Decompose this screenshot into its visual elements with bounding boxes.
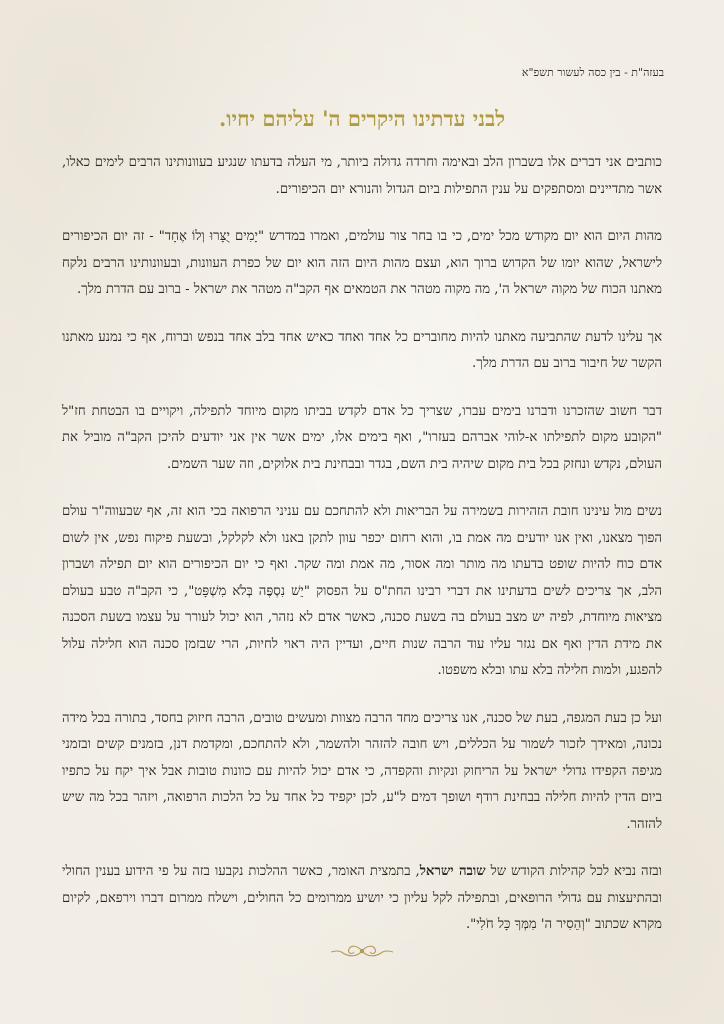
paragraph-5: נשים מול עינינו חובת הזהירות בשמירה על הבריאות ולא להתחכם עם עניני הרפואה בכי הוא זה, אף שבעווה"ר עולם הפוך מצאנו, ואין אנו יודעים מה אמת בו, והוא רחום יכפר עוון לתקן באנו ולא לקלקל, ובשעת פיקוח נפש, אין לשום אדם כוח להיות שופט בדעתו מה מותר ומה אסור, מה אמת ומה שקר. ואף כי יום הכיפורים הוא יום תפילה ושברון הלב, אך צריכים לשים בדעתינו את דברי רבינו החת"ס על הפסוק "יֵשׁ נִסְפֶּה בְּלֹא מִשְׁפָּט", כי הקב"ה טבע בעולם מציאות מיוחדת, לפיה יש מצב בעולם בה בשעת סכנה, כאשר אדם לא נזהר, הוא יכול לעורר על עצמו בשעת הסכנה את מידת הדין ואף אם נגזר עליו עוד הרבה שנות חיים, ועדיין היה ראוי לחיות, הרי שבזמן סכנה הוא חלילה עלול להפגע, ולמות חלילה בלא עתו ובלא משפטו. — [62, 504, 662, 678]
header-dateline: בעזה"ת - בין כסה לעשור תשפ"א — [521, 66, 664, 79]
paragraph-2: מהות היום הוא יום מקודש מכל ימים, כי בו בחר צור עולמים, ואמרו במדרש "יָמִים יֻצָּרוּ וְלוֹ אֶחָד" - זה יום הכיפורים לישראל, שהוא יומו של הקדוש ברוך הוא, ועצם מהות היום הזה הוא יום של כפרת העוונות, ובעוונותינו הרבים נלקח מאתנו הכוח של מקוה ישראל ה', מה מקוה מטהר את הטמאים אף הקב"ה מטהר את ישראל - ברוב עם הדרת מלך. — [62, 229, 662, 297]
letter-title: לבני עדתינו היקרים ה' עליהם יחיו. — [218, 106, 506, 131]
paragraph-3: אך עלינו לדעת שהתביעה מאתנו להיות מחוברים כל אחד ואחד כאיש אחד בלב אחד בנפש וברוח, אף כי נמנע מאתנו הקשר של חיבור ברוב עם הדרת מלך. — [62, 329, 662, 371]
paragraph-6: ועל כן בעת המגפה, בעת של סכנה, אנו צריכים מחד הרבה מצוות ומעשים טובים, הרבה חיזוק בחסד, בתורה בכל מידה נכונה, ומאידך לזכור לשמור על הכללים, ויש חובה להזהר ולהשמר, ולא להתחכם, ומקדמת דנן, בזמנים קשים ובזמני מגיפה הקפידו גדולי ישראל על הריחוק ונקיות והקפדה, כי אדם יכול להיות עם כוונות טובות אבל איך יקח על כתפיו ביום הדין להיות חלילה בבחינת רודף ושופך דמים ל"ע, לכן יקפיד כל אחד על כל הלכות הרפואה, ויזהר בכל מה שיש להזהר. — [62, 710, 662, 832]
paragraph-7-end: , בתמצית האומר, כאשר ההלכות נקבעו בזה על פי הידוע בענין החולי ובהתיעצות עם גדולי הרופאים, ובתפילה לקל עליון כי יושיע ממרומים כל החולים, וישלח ממרום דברו וירפאם, לקיום מקרא שכתוב "וְהֵסִיר ה' מִמְּךָ כָּל חֹלִי". — [62, 864, 662, 932]
letter-body — [62, 150, 662, 960]
paragraph-7-start: ובזה נביא לכל קהילות הקודש של — [485, 864, 663, 879]
flourish-divider-icon — [0, 942, 724, 964]
congregation-name: שובה ישראל — [419, 864, 486, 879]
paragraph-4: דבר חשוב שהזכרנו ודברנו בימים עברו, שצריך כל אדם לקדש בביתו מקום מיוחד לתפילה, ויקויים בו הבטחת חז"ל "הקובע מקום לתפילתו א-לוהי אברהם בעזרו", ואף בימים אלו, ימים אשר אין אני יודעים להיכן הקב"ה מוביל את העולם, נקדש ונחזק בכל בית מקום שיהיה בית השם, בגדר ובבחינת בית אלוקים, וזה שער השמים. — [62, 403, 662, 472]
paragraph-1: כותבים אני דברים אלו בשברון הלב ובאימה וחרדה גדולה ביותר, מי העלה בדעתו שנגיע בעוונותינו הרבים לימים כאלו, אשר מתדיינים ומסתפקים על ענין התפילות ביום הגדול והנורא יום הכיפורים. — [62, 155, 662, 197]
paragraph-7 — [62, 859, 662, 939]
flourish-divider-svg — [327, 942, 397, 960]
